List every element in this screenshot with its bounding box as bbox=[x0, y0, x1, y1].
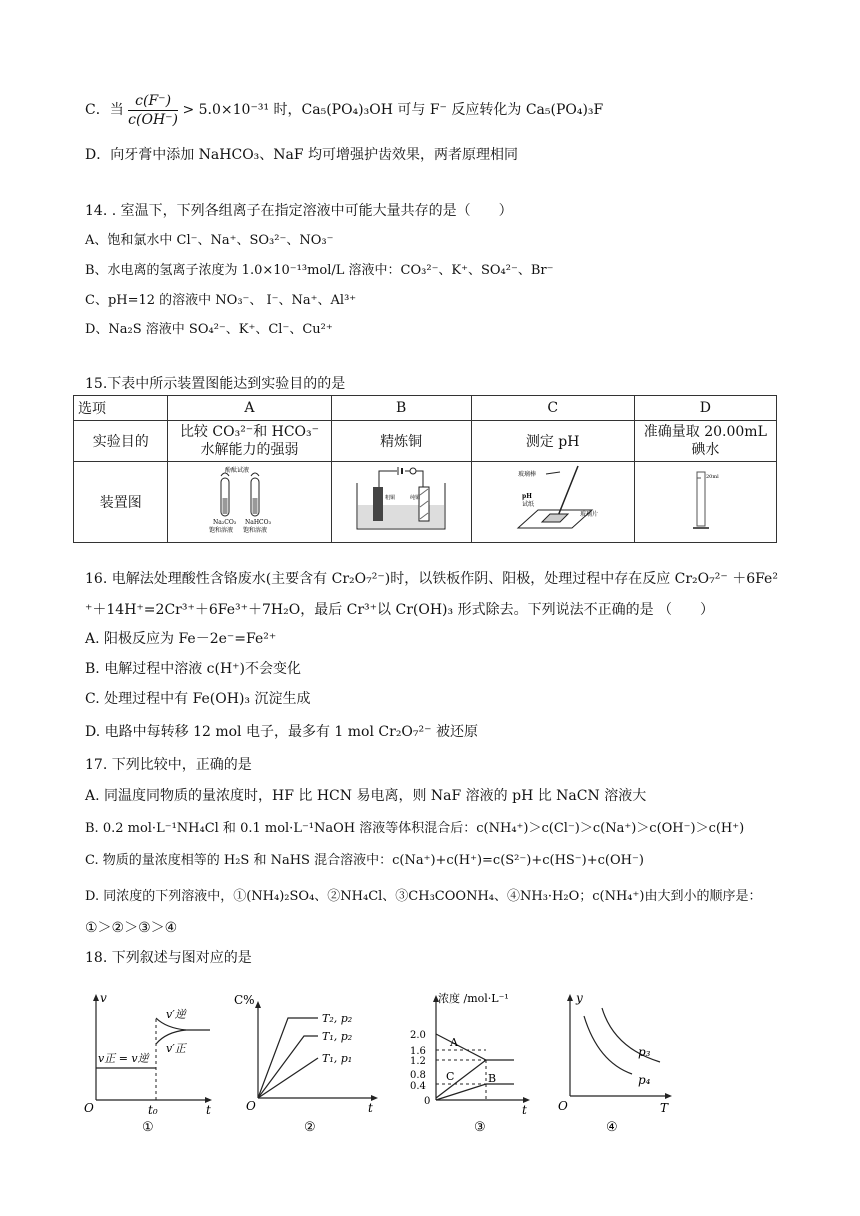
q16-line1: 16. 电解法处理酸性含铬废水(主要含有 Cr₂O₇²⁻)时，以铁板作阴、阳极，处理过程中存在反应 Cr₂O₇²⁻ ＋6Fe² bbox=[85, 571, 778, 587]
q18-stem: 18. 下列叙述与图对应的是 bbox=[85, 950, 252, 966]
img-c-label-2: 试纸 bbox=[521, 501, 534, 508]
g3-x-label: t bbox=[522, 1103, 527, 1117]
g4-curve-p3 bbox=[602, 1008, 660, 1062]
q16-option-b: B. 电解过程中溶液 c(H⁺)不会变化 bbox=[85, 661, 302, 677]
g1-x-label: t bbox=[206, 1103, 211, 1117]
q15-head-c: C bbox=[471, 396, 634, 421]
g3-tick-1.6: 1.6 bbox=[410, 1046, 426, 1057]
q15-device-d bbox=[634, 462, 776, 543]
q13-frac-den: c(OH⁻) bbox=[128, 111, 179, 128]
img-c-label-3: 玻璃片 bbox=[579, 511, 598, 518]
q16-option-c: C. 处理过程中有 Fe(OH)₃ 沉淀生成 bbox=[85, 691, 311, 707]
g2-curve-3 bbox=[258, 1058, 318, 1098]
q15-head-d: D bbox=[634, 396, 776, 421]
g1-rev-label: v′逆 bbox=[166, 1008, 186, 1021]
q15-stem: 15.下表中所示装置图能达到实验目的的是 bbox=[85, 376, 346, 392]
q15-device-b bbox=[331, 462, 471, 543]
img-a-label-2: 饱和溶液 bbox=[209, 527, 234, 534]
g4-number: ④ bbox=[606, 1120, 618, 1135]
q16-line2: ⁺＋14H⁺=2Cr³⁺＋6Fe³⁺＋7H₂O，最后 Cr³⁺以 Cr(OH)₃ 形式除去。下列说法不正确的是 （ ） bbox=[85, 602, 715, 618]
q15-purpose-d: 准确量取 20.00mL 碘水 bbox=[634, 421, 776, 462]
q17-option-c: C. 物质的量浓度相等的 H₂S 和 NaHS 混合溶液中：c(Na⁺)+c(H⁺)=c(S²⁻)+c(HS⁻)+c(OH⁻) bbox=[85, 853, 644, 868]
img-c-label-1: pH bbox=[521, 493, 532, 500]
g2-label-2: T₁, p₂ bbox=[322, 1030, 353, 1043]
q15-purpose-a: 比较 CO₃²⁻和 HCO₃⁻ 水解能力的强弱 bbox=[168, 421, 331, 462]
g1-eq-label: v正 = v逆 bbox=[98, 1052, 149, 1065]
g4-label-p3: p₃ bbox=[638, 1045, 651, 1059]
ph-paper-image bbox=[498, 464, 608, 536]
g3-line-b bbox=[436, 1084, 514, 1100]
q13-option-d: D．向牙膏中添加 NaHCO₃、NaF 均可增强护齿效果，两者原理相同 bbox=[85, 147, 519, 163]
q17-option-d: D. 同浓度的下列溶液中，①(NH₄)₂SO₄、②NH₄Cl、③CH₃COONH₄、④NH₃·H₂O；c(NH₄⁺)由大到小的顺序是： bbox=[85, 889, 762, 904]
q14-option-c: C、pH=12 的溶液中 NO₃⁻、 I⁻、Na⁺、Al³⁺ bbox=[85, 293, 357, 308]
g2-label-1: T₂, p₂ bbox=[322, 1012, 353, 1025]
g3-tick-2.0: 2.0 bbox=[410, 1030, 426, 1041]
g4-x-label: T bbox=[660, 1101, 669, 1115]
g3-label-a: A bbox=[450, 1036, 458, 1049]
q15-table bbox=[73, 395, 777, 543]
q17-option-a: A. 同温度同物质的量浓度时，HF 比 HCN 易电离，则 NaF 溶液的 pH 比 NaCN 溶液大 bbox=[85, 788, 647, 804]
g3-label-c: C bbox=[446, 1070, 455, 1083]
g4-y-label: y bbox=[576, 991, 583, 1005]
electrolysis-image bbox=[349, 465, 453, 535]
g3-label-b: B bbox=[488, 1072, 497, 1085]
g2-origin: O bbox=[246, 1099, 256, 1113]
q15-device-row bbox=[74, 462, 777, 543]
img-b-label-1: 纯铜 bbox=[410, 495, 421, 501]
q13-option-c bbox=[85, 86, 603, 134]
g1-t0: t₀ bbox=[148, 1103, 158, 1117]
q14-option-d: D、Na₂S 溶液中 SO₄²⁻、K⁺、Cl⁻、Cu²⁺ bbox=[85, 322, 333, 337]
g3-line-a bbox=[436, 1034, 514, 1060]
g2-label-3: T₁, p₁ bbox=[322, 1052, 353, 1065]
q15-device-c bbox=[471, 462, 634, 543]
q15-purpose-label: 实验目的 bbox=[74, 421, 168, 462]
g3-tick-1.2: 1.2 bbox=[410, 1056, 426, 1067]
q15-head-b: B bbox=[331, 396, 471, 421]
graph-4 bbox=[556, 988, 686, 1138]
q15-purpose-row bbox=[74, 421, 777, 462]
g4-origin: O bbox=[558, 1099, 568, 1113]
g1-origin: O bbox=[84, 1101, 94, 1115]
q14-stem: 14. . 室温下，下列各组离子在指定溶液中可能大量共存的是（ ） bbox=[85, 203, 513, 219]
q16-option-d: D. 电路中每转移 12 mol 电子，最多有 1 mol Cr₂O₇²⁻ 被还原 bbox=[85, 724, 478, 740]
g3-y-label: 浓度 /mol·L⁻¹ bbox=[438, 992, 509, 1005]
q15-device-label: 装置图 bbox=[74, 462, 168, 543]
graph-2 bbox=[230, 988, 390, 1138]
q15-purpose-c: 测定 pH bbox=[471, 421, 634, 462]
q13-fraction bbox=[128, 92, 178, 129]
q13-frac-num: c(F⁻) bbox=[128, 92, 178, 111]
g4-curve-p4 bbox=[584, 1016, 632, 1074]
img-a-label-3: NaHCO₃ bbox=[245, 519, 272, 526]
g3-number: ③ bbox=[474, 1120, 486, 1135]
g3-tick-0.4: 0.4 bbox=[410, 1081, 426, 1092]
img-d-label: 20ml bbox=[706, 474, 720, 480]
q13-c-rest: > 5.0×10⁻³¹ 时，Ca₅(PO₄)₃OH 可与 F⁻ 反应转化为 Ca₅(PO₄)₃F bbox=[182, 102, 604, 118]
img-a-label-0: 酚酞试液 bbox=[225, 467, 250, 474]
q14-option-b: B、水电离的氢离子浓度为 1.0×10⁻¹³mol/L 溶液中：CO₃²⁻、K⁺、SO₄²⁻、Br⁻ bbox=[85, 263, 554, 278]
img-a-label-1: Na₂CO₃ bbox=[213, 519, 237, 526]
g4-label-p4: p₄ bbox=[638, 1073, 651, 1087]
graph-1 bbox=[82, 988, 222, 1138]
g2-x-label: t bbox=[368, 1101, 373, 1115]
q17-option-d-order: ①＞②＞③＞④ bbox=[85, 920, 178, 936]
q16-option-a: A. 阳极反应为 Fe－2e⁻=Fe²⁺ bbox=[85, 631, 277, 647]
g1-number: ① bbox=[142, 1120, 154, 1135]
g3-tick-0: 0 bbox=[424, 1096, 431, 1107]
g3-tick-0.8: 0.8 bbox=[410, 1070, 426, 1081]
g2-y-label: C% bbox=[234, 993, 255, 1007]
g2-number: ② bbox=[304, 1120, 316, 1135]
q15-purpose-b: 精炼铜 bbox=[331, 421, 471, 462]
img-c-label-0: 玻璃棒 bbox=[517, 471, 536, 478]
q17-stem: 17. 下列比较中，正确的是 bbox=[85, 757, 252, 773]
g2-curve-2 bbox=[258, 1036, 318, 1098]
q15-device-a bbox=[168, 462, 331, 543]
img-b-label-0: 粗铜 bbox=[385, 495, 396, 501]
test-tubes-image bbox=[199, 464, 299, 536]
g1-fwd-label: v′正 bbox=[166, 1042, 186, 1055]
q15-header-row bbox=[74, 396, 777, 421]
q13-c-label: C．当 bbox=[85, 102, 124, 118]
q17-option-b: B. 0.2 mol·L⁻¹NH₄Cl 和 0.1 mol·L⁻¹NaOH 溶液等体积混合后：c(NH₄⁺)＞c(Cl⁻)＞c(Na⁺)＞c(OH⁻)＞c(H⁺) bbox=[85, 821, 745, 836]
q14-option-a: A、饱和氯水中 Cl⁻、Na⁺、SO₃²⁻、NO₃⁻ bbox=[85, 233, 334, 248]
cylinder-image bbox=[685, 466, 725, 534]
graph-3 bbox=[408, 988, 538, 1138]
g1-y-label: v bbox=[100, 991, 107, 1005]
q15-head-option: 选项 bbox=[74, 396, 168, 421]
img-a-label-4: 饱和溶液 bbox=[243, 527, 268, 534]
q15-head-a: A bbox=[168, 396, 331, 421]
